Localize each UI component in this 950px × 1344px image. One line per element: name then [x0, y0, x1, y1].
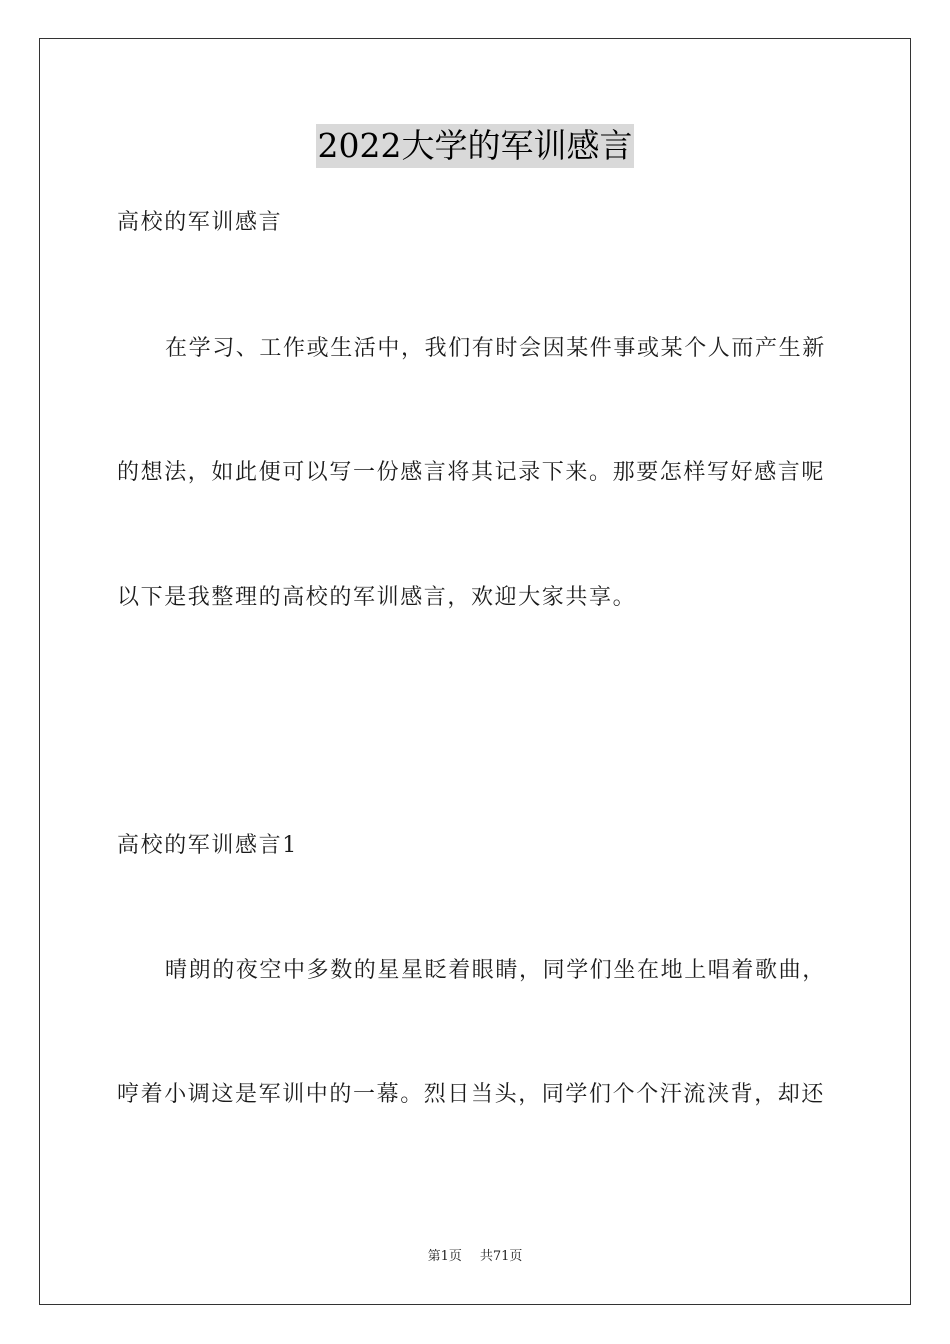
paragraph-line: 在学习、工作或生活中，我们有时会因某件事或某个人而产生新 [165, 336, 826, 361]
page-total: 共71页 [479, 1249, 523, 1264]
paragraph-line: 以下是我整理的高校的军训感言，欢迎大家共享。 [117, 585, 637, 610]
paragraph-line: 的想法，如此便可以写一份感言将其记录下来。那要怎样写好感言呢 [117, 460, 826, 485]
paragraph-line: 晴朗的夜空中多数的星星眨着眼睛，同学们坐在地上唱着歌曲， [165, 958, 826, 983]
page-number: 第1页 [427, 1249, 462, 1264]
document-title: 2022大学的军训感言 [316, 124, 635, 168]
section-heading: 高校的军训感言1 [117, 833, 298, 858]
paragraph-line: 哼着小调这是军训中的一幕。烈日当头，同学们个个汗流浃背，却还 [117, 1082, 826, 1107]
page-footer [0, 1248, 950, 1266]
subtitle-line: 高校的军训感言 [117, 210, 283, 235]
title-container [0, 124, 950, 168]
